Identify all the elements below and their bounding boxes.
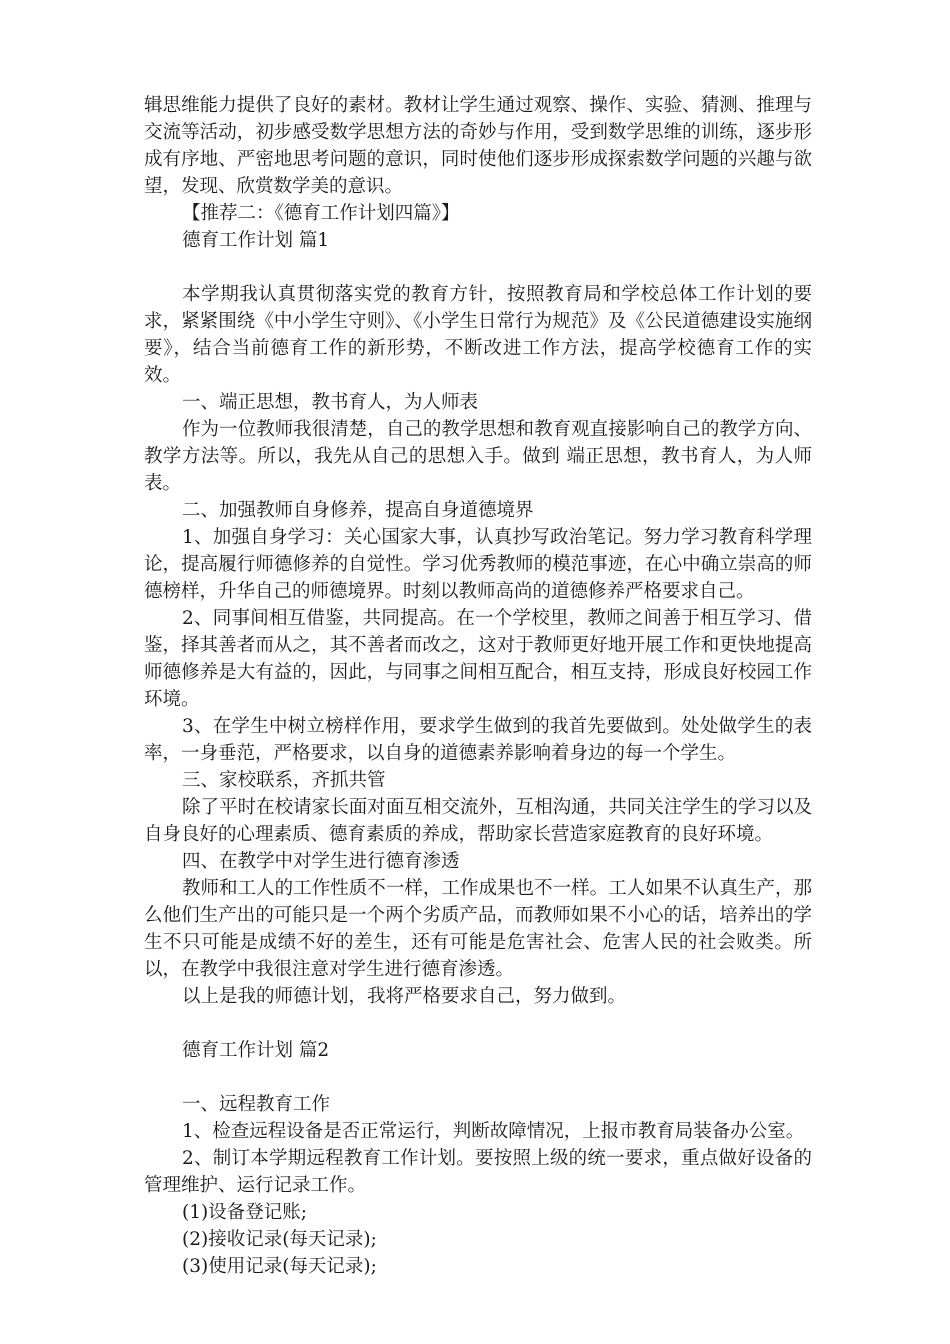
paragraph: 2、制订本学期远程教育工作计划。要按照上级的统一要求，重点做好设备的管理维护、运行记录工作。 bbox=[144, 1148, 812, 1196]
paragraph: 2、同事间相互借鉴，共同提高。在一个学校里，教师之间善于相互学习、借鉴，择其善者而从之，其不善者而改之，这对于教师更好地开展工作和更快地提高师德修养是大有益的，因此，与同事之间相互配合，相互支持，形成良好校园工作环境。 bbox=[144, 608, 812, 710]
paragraph: (3)使用记录(每天记录); bbox=[182, 1256, 377, 1277]
paragraph: 教师和工人的工作性质不一样，工作成果也不一样。工人如果不认真生产，那么他们生产出的可能只是一个两个劣质产品，而教师如果不小心的话，培养出的学生不只可能是成绩不好的差生，还有可能是危害社会、危害人民的社会败类。所以，在教学中我很注意对学生进行德育渗透。 bbox=[144, 878, 812, 980]
paragraph: 除了平时在校请家长面对面互相交流外，互相沟通，共同关注学生的学习以及自身良好的心理素质、德育素质的养成，帮助家长营造家庭教育的良好环境。 bbox=[144, 797, 812, 845]
paragraph: 【推荐二：《德育工作计划四篇》】 bbox=[182, 203, 460, 224]
paragraph: 1、加强自身学习：关心国家大事，认真抄写政治笔记。努力学习教育科学理论，提高履行师德修养的自觉性。学习优秀教师的模范事迹，在心中确立崇高的师德榜样，升华自己的师德境界。时刻以教师高尚的道德修养严格要求自己。 bbox=[144, 527, 812, 602]
paragraph: 作为一位教师我很清楚，自己的教学思想和教育观直接影响自己的教学方向、教学方法等。所以，我先从自己的思想入手。做到 端正思想，教书育人，为人师表。 bbox=[144, 419, 812, 494]
paragraph: 3、在学生中树立榜样作用，要求学生做到的我首先要做到。处处做学生的表率，一身垂范，严格要求，以自身的道德素养影响着身边的每一个学生。 bbox=[144, 716, 812, 764]
paragraph: 辑思维能力提供了良好的素材。教材让学生通过观察、操作、实验、猜测、推理与交流等活动，初步感受数学思想方法的奇妙与作用，受到数学思维的训练，逐步形成有序地、严密地思考问题的意识，同时使他们逐步形成探索数学问题的兴趣与欲望，发现、欣赏数学美的意识。 bbox=[144, 95, 812, 197]
blank-line bbox=[144, 254, 812, 281]
paragraph: 四、在教学中对学生进行德育渗透 bbox=[182, 851, 460, 872]
blank-line bbox=[144, 1010, 812, 1037]
document-page bbox=[144, 92, 812, 1280]
paragraph: 二、加强教师自身修养，提高自身道德境界 bbox=[182, 500, 534, 521]
paragraph: 一、远程教育工作 bbox=[182, 1094, 331, 1115]
paragraph: 本学期我认真贯彻落实党的教育方针，按照教育局和学校总体工作计划的要求，紧紧围绕《中小学生守则》、《小学生日常行为规范》及《公民道德建设实施纲要》，结合当前德育工作的新形势，不断改进工作方法，提高学校德育工作的实效。 bbox=[144, 284, 812, 386]
blank-line bbox=[144, 1064, 812, 1091]
paragraph: (2)接收记录(每天记录); bbox=[182, 1229, 377, 1250]
paragraph: 以上是我的师德计划，我将严格要求自己，努力做到。 bbox=[182, 986, 627, 1007]
paragraph: (1)设备登记账; bbox=[182, 1202, 307, 1223]
paragraph: 一、端正思想，教书育人，为人师表 bbox=[182, 392, 479, 413]
paragraph: 德育工作计划 篇2 bbox=[182, 1040, 330, 1061]
paragraph: 三、家校联系，齐抓共管 bbox=[182, 770, 386, 791]
paragraph: 1、检查远程设备是否正常运行，判断故障情况，上报市教育局装备办公室。 bbox=[182, 1121, 805, 1142]
paragraph: 德育工作计划 篇1 bbox=[182, 230, 330, 251]
